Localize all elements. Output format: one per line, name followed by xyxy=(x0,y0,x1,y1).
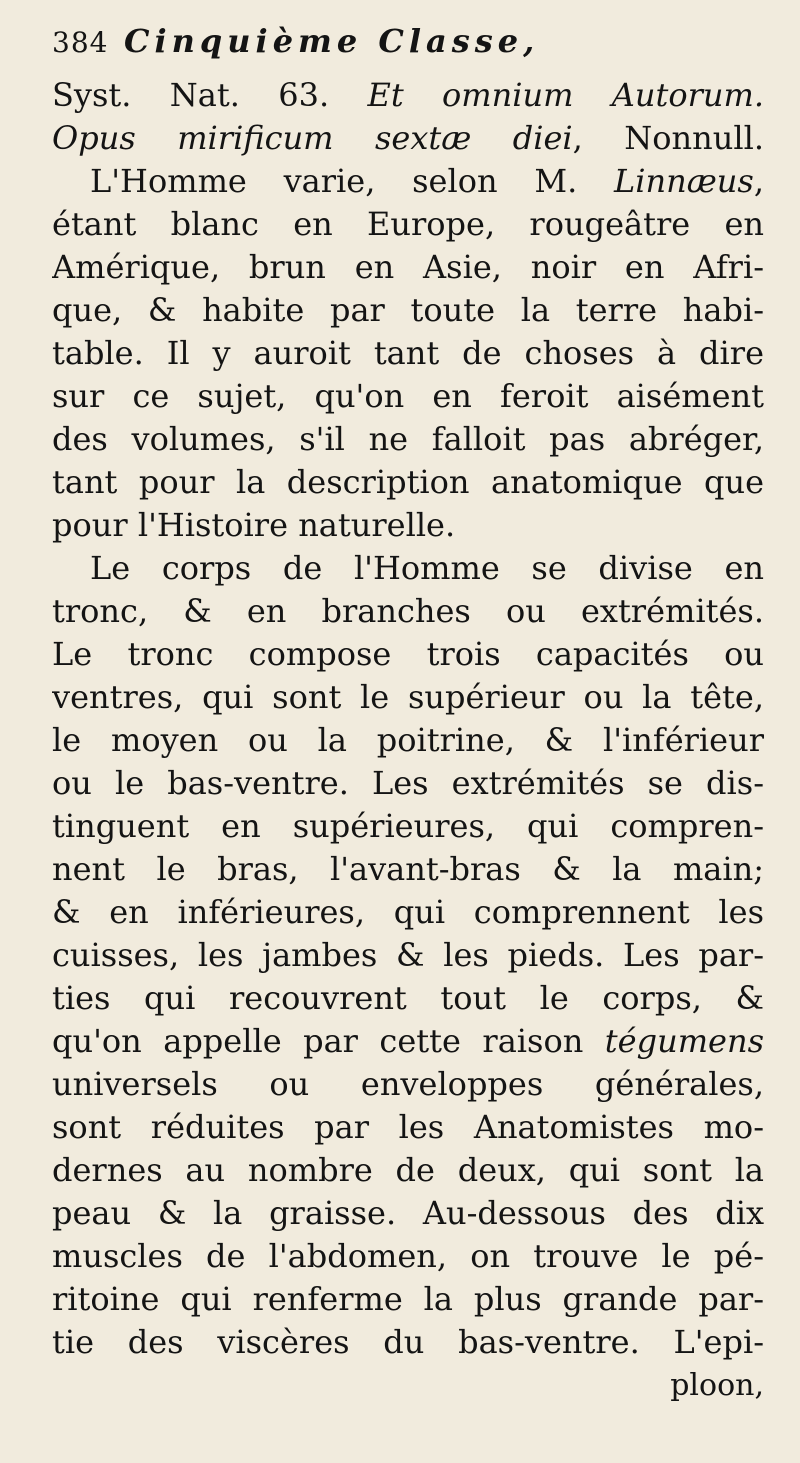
text-line: tie des viscères du bas-ventre. L'epi- xyxy=(52,1323,764,1361)
text-line: ritoine qui renferme la plus grande par- xyxy=(52,1280,764,1318)
text-line: ou le bas-ventre. Les extrémités se dis- xyxy=(52,764,764,802)
text-line xyxy=(52,74,764,117)
text-line: nent le bras, l'avant-bras & la main; xyxy=(52,850,764,888)
citation-text: Syst. Nat. 63. xyxy=(52,76,368,114)
text-line: dernes au nombre de deux, qui sont la xyxy=(52,1151,764,1189)
text-line: muscles de l'abdomen, on trouve le pé- xyxy=(52,1237,764,1275)
text-line: cuisses, les jambes & les pieds. Les par- xyxy=(52,936,764,974)
body-text xyxy=(52,74,764,1407)
text-line: table. Il y auroit tant de choses à dire xyxy=(52,334,764,372)
text-line xyxy=(52,117,764,160)
text-line: Le tronc compose trois capacités ou xyxy=(52,635,764,673)
text-line: que, & habite par toute la terre habi- xyxy=(52,291,764,329)
catchword: ploon, xyxy=(670,1368,764,1403)
text-line: le moyen ou la poitrine, & l'inférieur xyxy=(52,721,764,759)
text-line: ventres, qui sont le supérieur ou la tête, xyxy=(52,678,764,716)
author-name: Linnæus xyxy=(614,162,754,200)
page-header xyxy=(52,22,764,74)
text-line: pour l'Histoire naturelle. xyxy=(52,506,456,544)
text-line: universels ou enveloppes générales, xyxy=(52,1065,764,1103)
text-line: tant pour la description anatomique que xyxy=(52,463,764,501)
citation-italic: Opus mirificum sextæ diei xyxy=(52,119,573,157)
text-line: sur ce sujet, qu'on en feroit aisément xyxy=(52,377,764,415)
paragraph-text: , xyxy=(753,162,764,200)
text-line: tinguent en supérieures, qui compren- xyxy=(52,807,764,845)
text-line: & en inférieures, qui comprennent les xyxy=(52,893,764,931)
page-number: 384 xyxy=(52,26,109,59)
paragraph-text: L'Homme varie, selon M. xyxy=(90,162,615,200)
paragraph-text: qu'on appelle par cette raison xyxy=(52,1022,605,1060)
text-line xyxy=(52,1020,764,1063)
citation-italic: Et omnium Autorum. xyxy=(367,76,764,114)
text-line: des volumes, s'il ne falloit pas abréger, xyxy=(52,420,764,458)
text-line: sont réduites par les Anatomistes mo- xyxy=(52,1108,764,1146)
running-head: Cinquième Classe, xyxy=(124,22,540,60)
text-line: tronc, & en branches ou extrémités. xyxy=(52,592,764,630)
text-line: ties qui recouvrent tout le corps, & xyxy=(52,979,764,1017)
text-line: peau & la graisse. Au-dessous des dix xyxy=(52,1194,764,1232)
text-line: étant blanc en Europe, rougeâtre en xyxy=(52,205,764,243)
citation-text: , Nonnull. xyxy=(572,119,764,157)
italic-term: tégumens xyxy=(604,1022,764,1060)
text-line: Amérique, brun en Asie, noir en Afri- xyxy=(52,248,764,286)
text-line: Le corps de l'Homme se divise en xyxy=(90,549,764,587)
text-line xyxy=(52,160,764,203)
